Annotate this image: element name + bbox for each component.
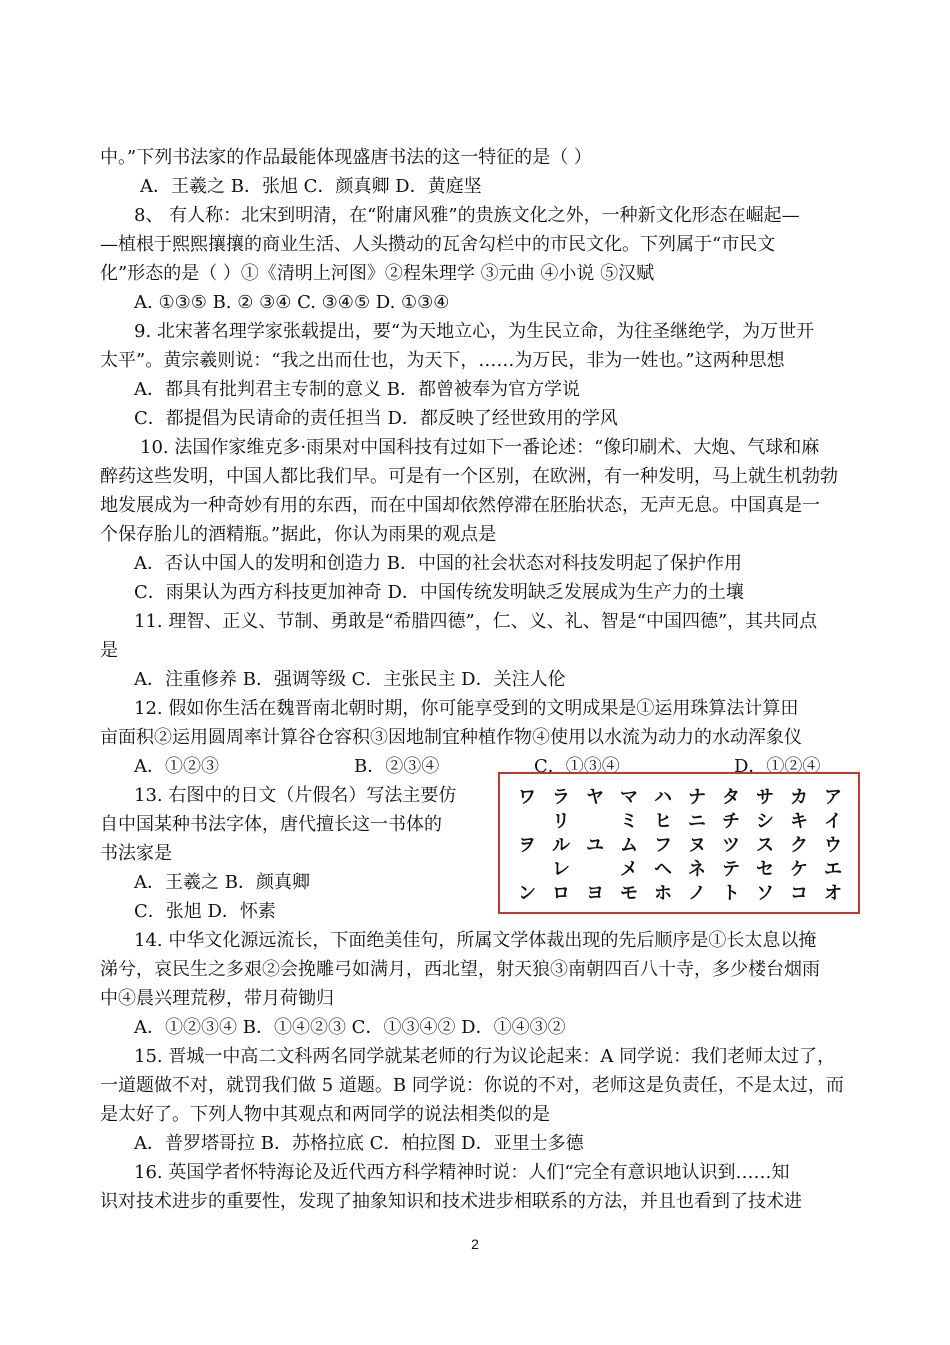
kana-char: ヤ xyxy=(586,787,604,808)
kana-char: カ xyxy=(790,787,808,808)
text-line: 涕兮，哀民生之多艰②会挽雕弓如满月，西北望，射天狼③南朝四百八十寺，多少楼台烟雨 xyxy=(100,959,820,980)
question-15: 15. 晋城一中高二文科两名同学就某老师的行为议论起来：A 同学说：我们老师太过了， xyxy=(134,1046,836,1067)
question-9: 9. 北宋著名理学家张载提出，要“为天地立心，为生民立命，为往圣继绝学，为万世开 xyxy=(134,321,815,342)
option-d: D．①②④ xyxy=(734,756,821,777)
text-line: 中。”下列书法家的作品最能体现盛唐书法的这一特征的是（ ） xyxy=(100,147,592,168)
kana-char: イ xyxy=(824,811,842,832)
kana-char: ヲ xyxy=(518,835,536,856)
kana-char: リ xyxy=(552,811,570,832)
kana-char: ム xyxy=(620,835,638,856)
kana-char: フ xyxy=(654,835,672,856)
question-10: 10. 法国作家维克多·雨果对中国科技有过如下一番论述：“像印刷术、大炮、气球和麻 xyxy=(140,437,820,458)
kana-char: ヨ xyxy=(586,883,604,904)
question-12: 12. 假如你生活在魏晋南北朝时期，你可能享受到的文明成果是①运用珠算法计算田 xyxy=(134,698,799,719)
kana-char xyxy=(578,810,612,834)
kana-char: チ xyxy=(722,811,740,832)
kana-char: ロ xyxy=(552,883,570,904)
text-line: 中④晨兴理荒秽，带月荷锄归 xyxy=(100,988,334,1009)
kana-char: ン xyxy=(518,883,536,904)
kana-char: エ xyxy=(824,859,842,880)
kana-char: ナ xyxy=(688,787,706,808)
kana-char: ル xyxy=(552,835,570,856)
kana-char: ハ xyxy=(654,787,672,808)
kana-char: ニ xyxy=(688,811,706,832)
text-line: 是 xyxy=(100,640,118,661)
kana-char: レ xyxy=(552,859,570,880)
kana-char: ノ xyxy=(688,883,706,904)
kana-char: ウ xyxy=(824,835,842,856)
kana-char: セ xyxy=(756,859,774,880)
katakana-chart xyxy=(498,772,860,914)
kana-char xyxy=(510,858,544,882)
kana-char xyxy=(510,810,544,834)
kana-char: オ xyxy=(824,883,842,904)
kana-char: ツ xyxy=(722,835,740,856)
option-line: C．张旭 D．怀素 xyxy=(134,901,276,922)
text-line: 化”形态的是（ ）①《清明上河图》②程朱理学 ③元曲 ④小说 ⑤汉赋 xyxy=(100,263,655,284)
option-line: A．王羲之 B．张旭 C．颜真卿 D．黄庭坚 xyxy=(140,176,482,197)
text-line: 地发展成为一种奇妙有用的东西，而在中国却依然停滞在胚胎状态，无声无息。中国真是一 xyxy=(100,495,820,516)
kana-char: ク xyxy=(790,835,808,856)
option-line: A．都具有批判君主专制的意义 B．都曾被奉为官方学说 xyxy=(134,379,580,400)
option-line: C．都提倡为民请命的责任担当 D．都反映了经世致用的学风 xyxy=(134,408,618,429)
question-13: 13. 右图中的日文（片假名）写法主要仿 xyxy=(134,785,457,806)
option-line: C．雨果认为西方科技更加神奇 D．中国传统发明缺乏发展成为生产力的土壤 xyxy=(134,582,744,603)
kana-char xyxy=(578,858,612,882)
kana-char: ホ xyxy=(654,883,672,904)
text-line: 自中国某种书法字体，唐代擅长这一书体的 xyxy=(100,814,442,835)
kana-char: マ xyxy=(620,787,638,808)
page-number: 2 xyxy=(471,1236,479,1252)
kana-char: モ xyxy=(620,883,638,904)
option-line: A．否认中国人的发明和创造力 B．中国的社会状态对科技发明起了保护作用 xyxy=(134,553,742,574)
option-a: A．①②③ xyxy=(134,756,219,777)
kana-char: ラ xyxy=(552,787,570,808)
kana-char: タ xyxy=(722,787,740,808)
kana-char: ミ xyxy=(620,811,638,832)
question-11: 11. 理智、正义、节制、勇敢是“希腊四德”，仁、义、礼、智是“中国四德”，其共同点 xyxy=(134,611,818,632)
kana-char: ユ xyxy=(586,835,604,856)
option-line: A．普罗塔哥拉 B．苏格拉底 C．柏拉图 D．亚里士多德 xyxy=(134,1133,584,1154)
text-line: 书法家是 xyxy=(100,843,172,864)
kana-char: ト xyxy=(722,883,740,904)
option-c: C．①③④ xyxy=(534,756,620,777)
kana-char: テ xyxy=(722,859,740,880)
kana-char: ヘ xyxy=(654,859,672,880)
option-line: A．①②③④ B．①④②③ C．①③④② D．①④③② xyxy=(134,1017,566,1038)
text-line: 个保存胎儿的酒精瓶。”据此，你认为雨果的观点是 xyxy=(100,524,497,545)
kana-char: コ xyxy=(790,883,808,904)
kana-char: ソ xyxy=(756,883,774,904)
kana-char: メ xyxy=(620,859,638,880)
text-line: 亩面积②运用圆周率计算谷仓容积③因地制宜种植作物④使用以水流为动力的水动浑象仪 xyxy=(100,727,802,748)
option-line: A. ①③⑤ B. ② ③④ C. ③④⑤ D. ①③④ xyxy=(134,292,450,313)
kana-char: ケ xyxy=(790,859,808,880)
text-line: 醉药这些发明，中国人都比我们早。可是有一个区别，在欧洲，有一种发明，马上就生机勃勃 xyxy=(100,466,838,487)
option-line: A．注重修养 B．强调等级 C．主张民主 D．关注人伦 xyxy=(134,669,566,690)
kana-char: ヌ xyxy=(688,835,706,856)
option-b: B．②③④ xyxy=(354,756,440,777)
text-line: —植根于熙熙攘攘的商业生活、人头攒动的瓦舍勾栏中的市民文化。下列属于“市民文 xyxy=(100,234,776,255)
text-line: 太平”。黄宗羲则说：“我之出而仕也，为天下，……为万民，非为一姓也。”这两种思想 xyxy=(100,350,785,371)
text-line: 是太好了。下列人物中其观点和两同学的说法相类似的是 xyxy=(100,1104,550,1125)
question-14: 14. 中华文化源远流长，下面绝美佳句，所属文学体裁出现的先后顺序是①长太息以掩 xyxy=(134,930,817,951)
kana-char: サ xyxy=(756,787,774,808)
kana-char: キ xyxy=(790,811,808,832)
kana-char: ア xyxy=(824,787,842,808)
question-16: 16. 英国学者怀特海论及近代西方科学精神时说：人们“完全有意识地认识到……知 xyxy=(134,1162,790,1183)
kana-char: ネ xyxy=(688,859,706,880)
kana-char: ワ xyxy=(518,787,536,808)
option-line: A．王羲之 B．颜真卿 xyxy=(134,872,310,893)
katakana-grid xyxy=(510,786,850,906)
kana-char: ス xyxy=(756,835,774,856)
kana-char: ヒ xyxy=(654,811,672,832)
text-line: 识对技术进步的重要性，发现了抽象知识和技术进步相联系的方法，并且也看到了技术进 xyxy=(100,1191,802,1212)
kana-char: シ xyxy=(756,811,774,832)
question-8: 8、 有人称：北宋到明清，在“附庸风雅”的贵族文化之外，一种新文化形态在崛起— xyxy=(134,205,800,226)
text-line: 一道题做不对，就罚我们做 5 道题。B 同学说：你说的不对，老师这是负责任，不是太过，而 xyxy=(100,1075,844,1096)
